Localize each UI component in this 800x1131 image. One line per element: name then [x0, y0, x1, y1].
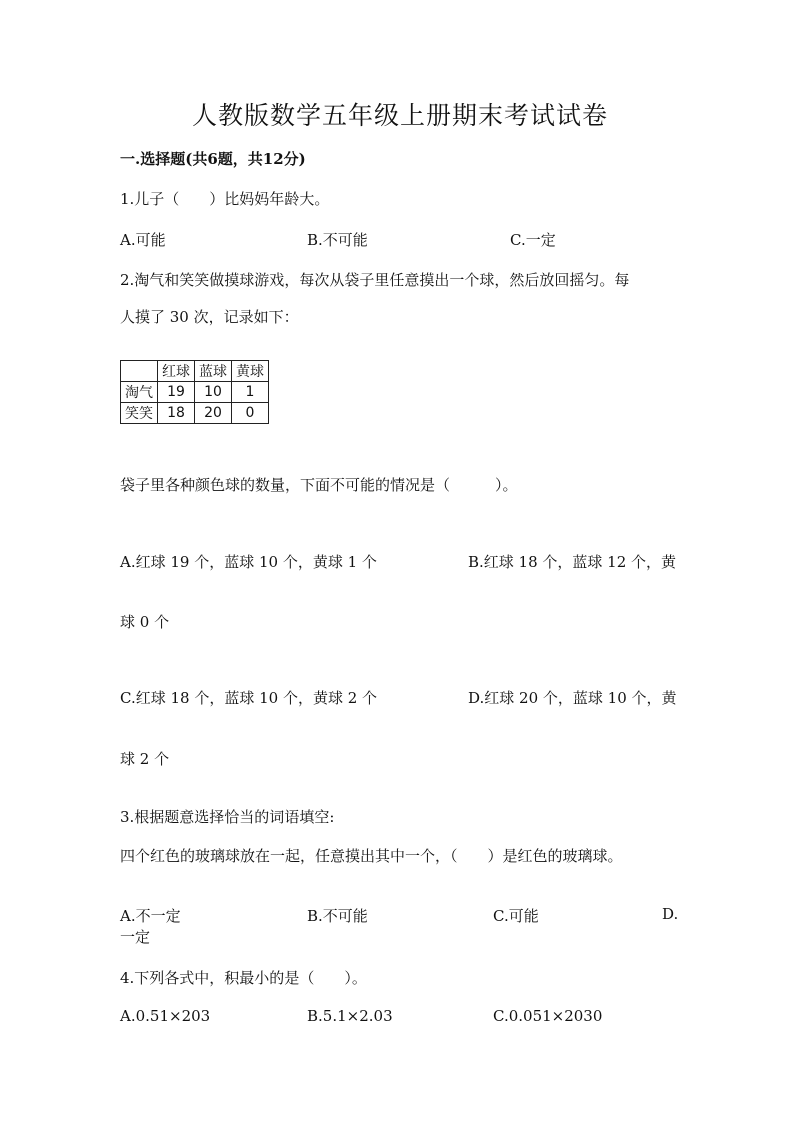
question-3-option-c: C.可能	[493, 907, 539, 925]
question-2-option-c: C.红球 18 个，蓝球 10 个，黄球 2 个	[120, 689, 378, 707]
question-1-option-b: B.不可能	[307, 231, 368, 249]
question-3-option-d-wrap: 一定	[120, 928, 151, 946]
tally-table	[120, 360, 269, 424]
question-4-option-c: C.0.051×2030	[493, 1007, 603, 1025]
page-title: 人教版数学五年级上册期末考试试卷	[191, 101, 608, 130]
question-4-stem: 4.下列各式中，积最小的是（ ）。	[120, 969, 367, 987]
question-2-option-a: A.红球 19 个，蓝球 10 个，黄球 1 个	[120, 553, 377, 571]
question-3-option-b: B.不可能	[307, 907, 368, 925]
table-header-cell: 蓝球	[195, 361, 232, 382]
question-2-stem-line1: 2.淘气和笑笑做摸球游戏，每次从袋子里任意摸出一个球，然后放回摇匀。每	[120, 271, 630, 289]
question-3-option-a: A.不一定	[120, 907, 181, 925]
question-4-option-b: B.5.1×2.03	[307, 1007, 393, 1025]
question-2-option-b: B.红球 18 个，蓝球 12 个，黄	[468, 553, 677, 571]
table-header-cell: 红球	[158, 361, 195, 382]
table-cell: 0	[232, 403, 269, 424]
table-corner-cell	[121, 361, 158, 382]
question-1-stem: 1.儿子（ ）比妈妈年龄大。	[120, 190, 330, 208]
question-3-option-d: D.	[662, 905, 679, 923]
table-cell: 1	[232, 382, 269, 403]
table-row-label: 淘气	[121, 382, 158, 403]
question-2-option-b-wrap: 球 0 个	[120, 613, 170, 631]
question-4-option-a: A.0.51×203	[120, 1007, 211, 1025]
table-cell: 19	[158, 382, 195, 403]
table-row-label: 笑笑	[121, 403, 158, 424]
question-1-option-c: C.一定	[510, 231, 556, 249]
section-heading: 一.选择题(共6题，共12分)	[120, 150, 306, 168]
table-row	[121, 382, 269, 403]
question-2-stem-line2: 人摸了 30 次，记录如下：	[120, 308, 299, 326]
table-header-row	[121, 361, 269, 382]
table-cell: 20	[195, 403, 232, 424]
question-2-prompt: 袋子里各种颜色球的数量，下面不可能的情况是（ ）。	[120, 476, 518, 494]
table-row	[121, 403, 269, 424]
table-cell: 10	[195, 382, 232, 403]
table-cell: 18	[158, 403, 195, 424]
table-header-cell: 黄球	[232, 361, 269, 382]
question-1-option-a: A.可能	[120, 231, 166, 249]
question-3-sentence: 四个红色的玻璃球放在一起，任意摸出其中一个，（ ）是红色的玻璃球。	[120, 847, 623, 865]
question-2-option-d-wrap: 球 2 个	[120, 750, 170, 768]
question-3-stem: 3.根据题意选择恰当的词语填空:	[120, 808, 335, 826]
question-2-option-d: D.红球 20 个，蓝球 10 个，黄	[468, 689, 677, 707]
